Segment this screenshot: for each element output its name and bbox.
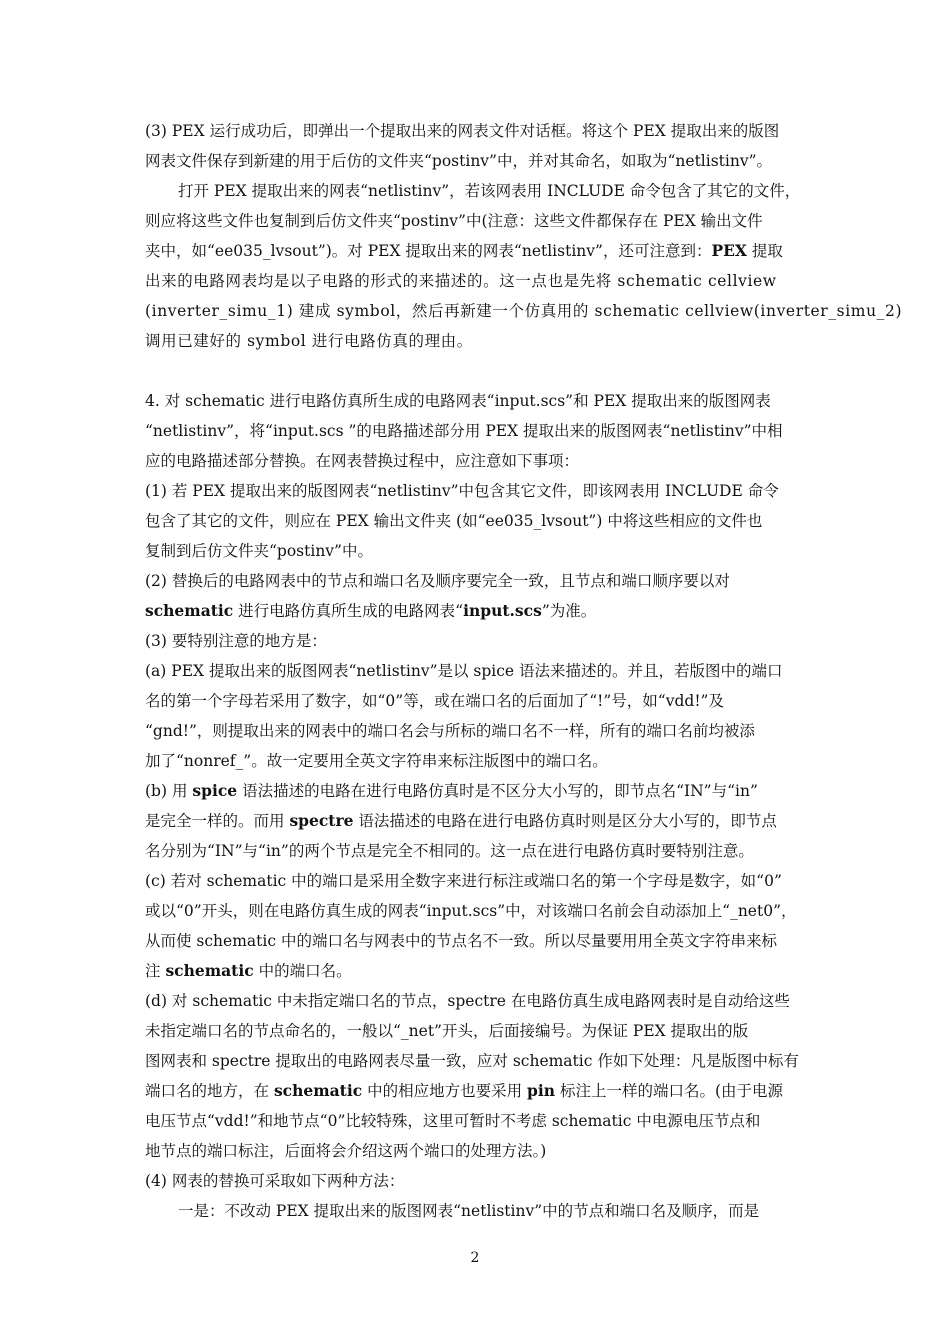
- text-segment: 应的电路描述部分替换。在网表替换过程中，应注意如下事项：: [145, 452, 580, 470]
- text-line: [145, 871, 815, 891]
- text-segment: ”为准。: [541, 602, 597, 620]
- text-segment: 4. 对 schematic 进行电路仿真所生成的电路网表“input.scs”和 PEX 提取出来的版图网表: [145, 392, 771, 410]
- text-line: [145, 841, 815, 861]
- text-segment: 夹中，如“ee035_lvsout”)。对 PEX 提取出来的网表“netlistinv”，还可注意到：: [145, 242, 712, 260]
- text-segment: (3) 要特别注意的地方是：: [145, 632, 327, 650]
- text-line: [145, 481, 815, 501]
- page-number: 2: [470, 1250, 480, 1266]
- text-line: [145, 631, 815, 651]
- text-segment: 注: [145, 962, 166, 980]
- text-line: [178, 1201, 815, 1221]
- text-segment: 提取: [746, 242, 783, 260]
- text-segment: 或以“0”开头，则在电路仿真生成的网表“input.scs”中，对该端口名前会自动添加上“_net0”，: [145, 902, 797, 920]
- text-segment: “netlistinv”，将“input.scs ”的电路描述部分用 PEX 提取出来的版图网表“netlistinv”中相: [145, 422, 783, 440]
- text-segment: 名分别为“IN”与“in”的两个节点是完全不相同的。这一点在进行电路仿真时要特别注意。: [145, 842, 754, 860]
- text-segment: 名的第一个字母若采用了数字，如“0”等，或在端口名的后面加了“!”号，如“vdd!”及: [145, 692, 724, 710]
- text-segment: 加了“nonref_”。故一定要用全英文字符串来标注版图中的端口名。: [145, 752, 608, 770]
- text-segment: 中的相应地方也要采用: [362, 1082, 528, 1100]
- text-line: [145, 931, 815, 951]
- text-segment: 从而使 schematic 中的端口名与网表中的节点名不一致。所以尽量要用用全英文字符串来标: [145, 932, 777, 950]
- text-line: [145, 451, 815, 471]
- text-segment: (2) 替换后的电路网表中的节点和端口名及顺序要完全一致，且节点和端口顺序要以对: [145, 572, 730, 590]
- text-line: [145, 391, 815, 411]
- text-segment: 进行电路仿真所生成的电路网表“: [233, 602, 464, 620]
- text-segment: 中的端口名。: [253, 962, 352, 980]
- bold-text: spectre: [289, 811, 354, 830]
- text-line: [145, 721, 815, 741]
- text-line: [145, 601, 815, 621]
- text-segment: 语法描述的电路在进行电路仿真时则是区分大小写的，即节点: [353, 812, 777, 830]
- text-line: [145, 1051, 815, 1071]
- bold-text: spice: [192, 781, 238, 800]
- text-segment: 则应将这些文件也复制到后仿文件夹“postinv”中(注意：这些文件都保存在 PEX 输出文件: [145, 212, 763, 230]
- text-segment: (b) 用: [145, 782, 193, 800]
- text-line: [145, 541, 815, 561]
- text-line: [145, 811, 815, 831]
- text-segment: 打开 PEX 提取出来的网表“netlistinv”，若该网表用 INCLUDE 命令包含了其它的文件，: [178, 182, 801, 200]
- text-line: [145, 121, 815, 141]
- text-segment: 调用已建好的 symbol 进行电路仿真的理由。: [145, 332, 473, 350]
- text-segment: (d) 对 schematic 中未指定端口名的节点，spectre 在电路仿真生成电路网表时是自动给这些: [145, 992, 790, 1010]
- text-line: [145, 1111, 815, 1131]
- text-line: [145, 1171, 815, 1191]
- text-segment: 端口名的地方，在: [145, 1082, 274, 1100]
- text-segment: (3) PEX 运行成功后，即弹出一个提取出来的网表文件对话框。将这个 PEX 提取出来的版图: [145, 122, 780, 140]
- text-segment: 电压节点“vdd!”和地节点“0”比较特殊，这里可暂时不考虑 schematic 中电源电压节点和: [145, 1112, 761, 1130]
- text-segment: (c) 若对 schematic 中的端口是采用全数字来进行标注或端口名的第一个字母是数字，如“0”: [145, 872, 782, 890]
- text-line: [145, 961, 815, 981]
- text-line: [145, 1141, 815, 1161]
- text-line: [145, 211, 815, 231]
- text-segment: 一是：不改动 PEX 提取出来的版图网表“netlistinv”中的节点和端口名及顺序，而是: [178, 1202, 760, 1220]
- text-segment: 地节点的端口标注，后面将会介绍这两个端口的处理方法。): [145, 1142, 547, 1160]
- text-line: [145, 331, 815, 351]
- text-line: [145, 301, 903, 321]
- text-line: [145, 511, 815, 531]
- text-segment: “gnd!”，则提取出来的网表中的端口名会与所标的端口名不一样，所有的端口名前均被添: [145, 722, 755, 740]
- text-line: [145, 241, 815, 261]
- text-line: [145, 781, 815, 801]
- text-line: [145, 901, 815, 921]
- text-line: [178, 181, 815, 201]
- text-segment: 是完全一样的。而用: [145, 812, 290, 830]
- bold-text: schematic: [165, 961, 254, 980]
- text-segment: (1) 若 PEX 提取出来的版图网表“netlistinv”中包含其它文件，即该网表用 INCLUDE 命令: [145, 482, 779, 500]
- text-line: [145, 151, 815, 171]
- text-line: [145, 691, 815, 711]
- text-segment: (inverter_simu_1) 建成 symbol，然后再新建一个仿真用的 schematic cellview(inverter_simu_2): [145, 302, 903, 320]
- text-segment: 标注上一样的端口名。(由于电源: [555, 1082, 784, 1100]
- text-segment: 复制到后仿文件夹“postinv”中。: [145, 542, 373, 560]
- text-segment: 包含了其它的文件，则应在 PEX 输出文件夹 (如“ee035_lvsout”) 中将这些相应的文件也: [145, 512, 763, 530]
- text-line: [145, 1021, 815, 1041]
- bold-text: pin: [527, 1081, 556, 1100]
- text-line: [145, 271, 815, 291]
- text-line: [145, 421, 815, 441]
- bold-text: schematic: [273, 1081, 363, 1100]
- text-segment: 语法描述的电路在进行电路仿真时是不区分大小写的，即节点名“IN”与“in”: [237, 782, 758, 800]
- text-line: [145, 1081, 815, 1101]
- text-line: [145, 571, 815, 591]
- bold-text: schematic: [145, 601, 234, 620]
- text-segment: 出来的电路网表均是以子电路的形式的来描述的。这一点也是先将 schematic cellview: [145, 272, 777, 290]
- text-line: [145, 661, 815, 681]
- text-line: [145, 991, 815, 1011]
- text-segment: 网表文件保存到新建的用于后仿的文件夹“postinv”中，并对其命名，如取为“netlistinv”。: [145, 152, 773, 170]
- bold-text: PEX: [711, 241, 747, 260]
- text-line: [145, 751, 815, 771]
- text-segment: 图网表和 spectre 提取出的电路网表尽量一致，应对 schematic 作如下处理：凡是版图中标有: [145, 1052, 799, 1070]
- text-segment: 未指定端口名的节点命名的，一般以“_net”开头，后面接编号。为保证 PEX 提取出的版: [145, 1022, 749, 1040]
- bold-text: input.scs: [463, 601, 542, 620]
- text-segment: (a) PEX 提取出来的版图网表“netlistinv”是以 spice 语法来描述的。并且，若版图中的端口: [145, 662, 783, 680]
- text-segment: (4) 网表的替换可采取如下两种方法：: [145, 1172, 405, 1190]
